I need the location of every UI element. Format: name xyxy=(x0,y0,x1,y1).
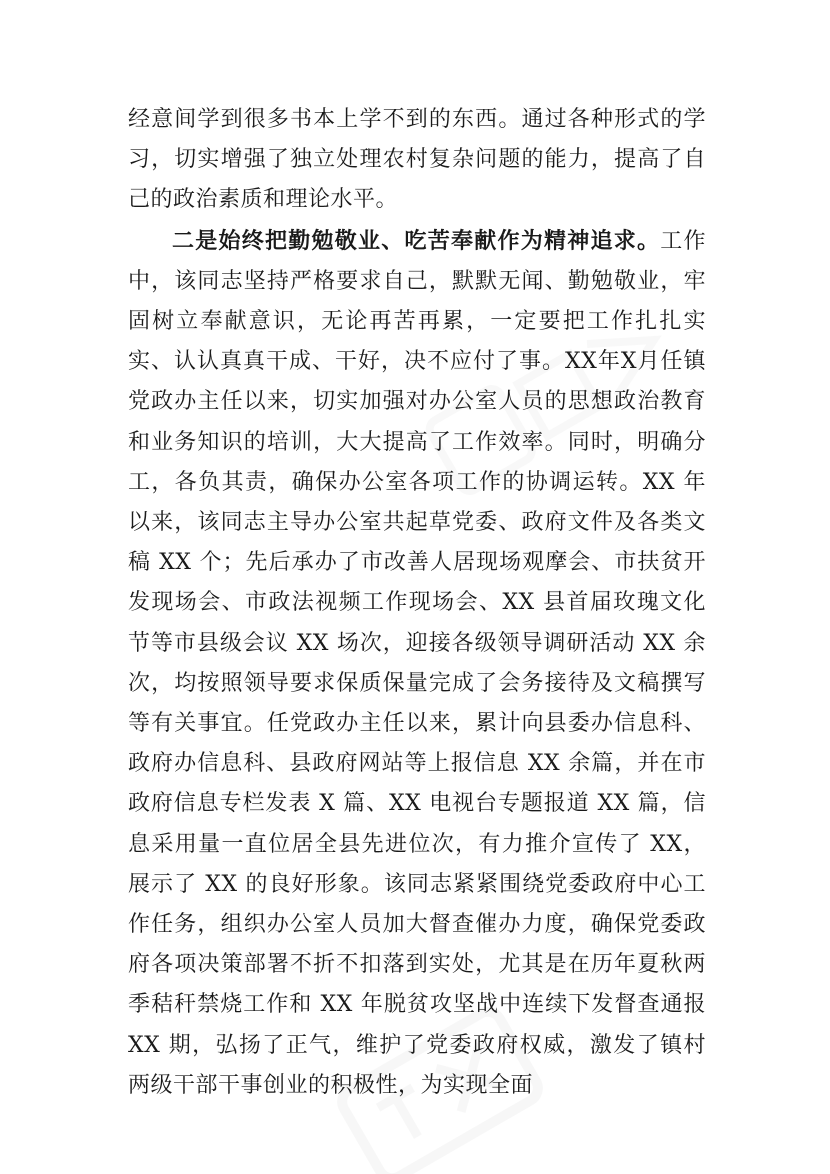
paragraph-text: 工作中，该同志坚持严格要求自己，默默无闻、勤勉敬业，牢固树立奉献意识，无论再苦再累，一定要把工作扎扎实实、认认真真干成、干好，决不应付了事。XX年X月任镇党政办主任以来，切实加强对办公室人员的思想政治教育和业务知识的培训，大大提高了工作效率。同时，明确分工，各负其责，确保办公室各项工作的协调运转。XX 年以来，该同志主导办公室共起草党委、政府文件及各类文稿 XX 个；先后承办了市改善人居现场观摩会、市扶贫开发现场会、市政法视频工作现场会、XX 县首届玫瑰文化节等市县级会议 XX 场次，迎接各级领导调研活动 XX 余次，均按照领导要求保质保量完成了会务接待及文稿撰写等有关事宜。任党政办主任以来，累计向县委办信息科、政府办信息科、县政府网站等上报信息 XX 余篇，并在市政府信息专栏发表 X 篇、XX 电视台专题报道 XX 篇，信息采用量一直位居全县先进位次，有力推介宣传了 XX，展示了 XX 的良好形象。该同志紧紧围绕党委政府中心工作任务，组织办公室人员加大督查催办力度，确保党委政府各项决策部署不折不扣落到实处，尤其是在历年夏秋两季秸秆禁烧工作和 XX 年脱贫攻坚战中连续下发督查通报 XX 期，弘扬了正气，维护了党委政府权威，激发了镇村两级干部干事创业的积极性，为实现全面 xyxy=(128,228,706,1098)
document-body xyxy=(128,100,706,1106)
paragraph xyxy=(128,100,706,221)
paragraph-text: 经意间学到很多书本上学不到的东西。通过各种形式的学习，切实增强了独立处理农村复杂问题的能力，提高了自己的政治素质和理论水平。 xyxy=(128,107,706,213)
paragraph xyxy=(128,221,706,1106)
paragraph-heading: 二是始终把勤勉敬业、吃苦奉献作为精神追求。 xyxy=(172,227,661,254)
